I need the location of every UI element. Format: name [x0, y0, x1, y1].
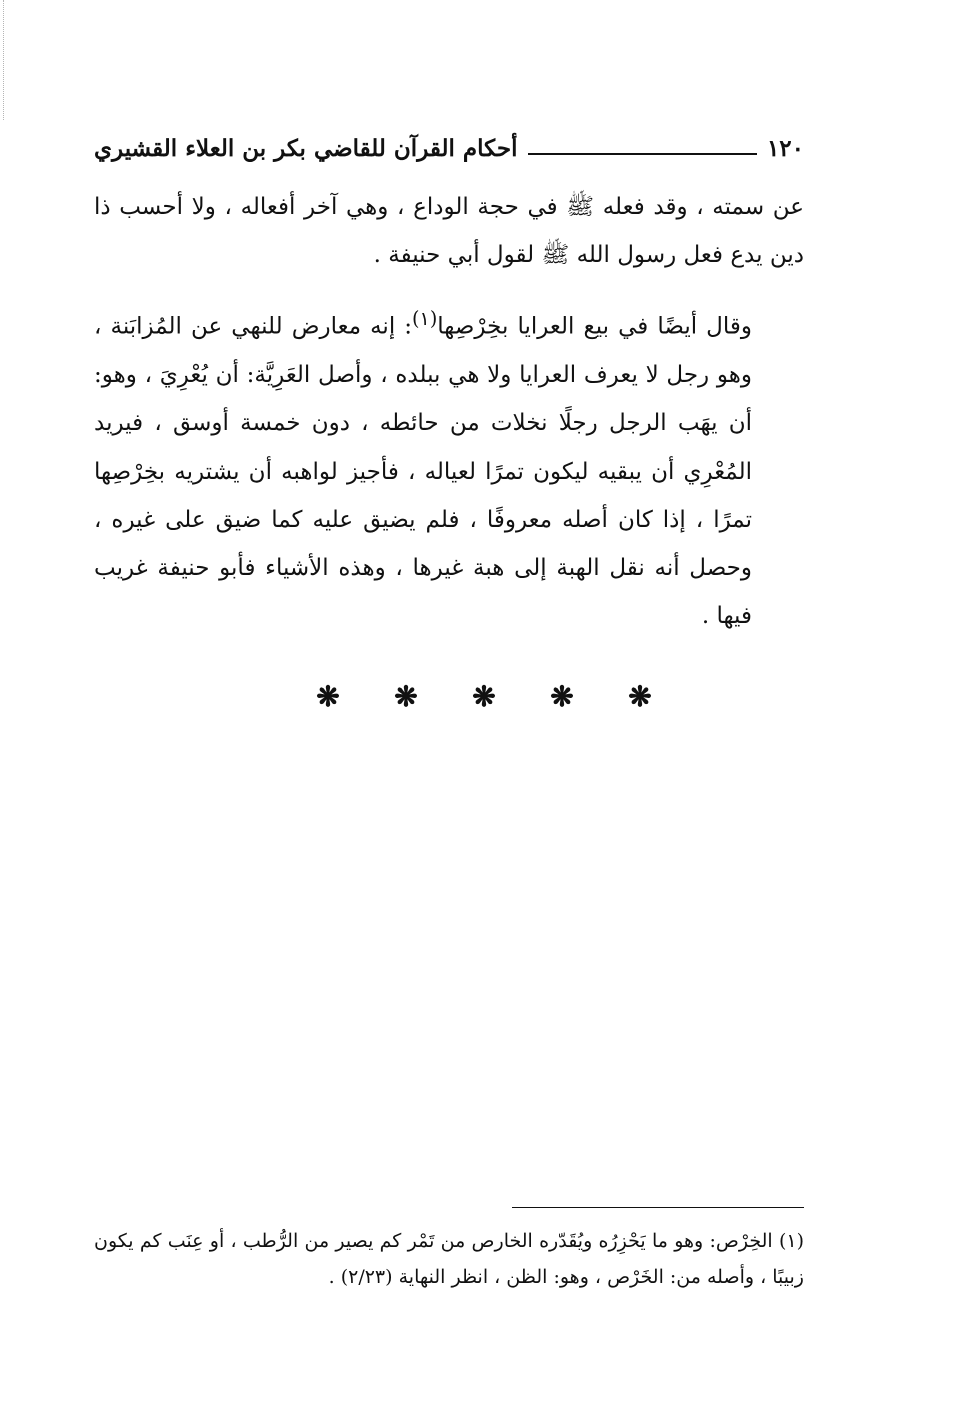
paragraph-2: [94, 295, 804, 640]
footnote-text: (١) الخِرْص: وهو ما يَحْزِرُه ويُقَدّره الخارص من تَمْر كم يصير من الرُّطب ، أو عِنَب كم يكون زبيبًا ، وأصله من: الخَرْص ، وهو: الظن ، انظر النهاية (٢/٢٣) .: [94, 1230, 804, 1288]
page-number: ١٢٠: [766, 134, 804, 162]
running-header: [94, 126, 804, 170]
page-edge-mark: [3, 0, 5, 120]
running-title: أحكام القرآن للقاضي بكر بن العلاء القشيري: [94, 134, 518, 162]
separator-star-icon: ❋: [394, 680, 418, 713]
paragraph-2-start: وقال أيضًا في بيع العرايا بخِرْصِها: [437, 314, 752, 341]
separator-star-icon: ❋: [550, 680, 574, 713]
paragraph-gap: [94, 279, 804, 295]
footnote-reference[interactable]: (١): [412, 307, 438, 331]
main-text: [94, 183, 804, 640]
separator-star-icon: ❋: [316, 680, 340, 713]
section-separator: [0, 680, 968, 713]
header-rule: [528, 153, 757, 155]
footnote-rule: [512, 1207, 804, 1208]
separator-star-icon: ❋: [472, 680, 496, 713]
paragraph-2-rest: : إنه معارض للنهي عن المُزابَنة ، وهو رجل لا يعرف العرايا ولا هي ببلده ، وأصل العَرِيَّة: أن يُعْرِيَ ، وهو: أن يهَب الرجل رجلًا نخلات من حائطه ، دون خمسة أوسق ، فيريد المُعْرِي أن يبقيه ليكون تمرًا لعياله ، فأجيز لواهبه أن يشتريه بخِرْصِها تمرًا ، إذا كان أصله معروفًا ، فلم يضيق عليه كما ضيق على غيره ، وحصل أنه نقل الهبة إلى هبة غيرها ، وهذه الأشياء فأبو حنيفة غريب فيها .: [94, 314, 752, 630]
paragraph-1: عن سمته ، وقد فعله ﷺ في حجة الوداع ، وهي آخر أفعاله ، ولا أحسب ذا دين يدع فعل رسول الله ﷺ لقول أبي حنيفة .: [94, 194, 804, 269]
footnote: [94, 1223, 804, 1295]
separator-star-icon: ❋: [628, 680, 652, 713]
